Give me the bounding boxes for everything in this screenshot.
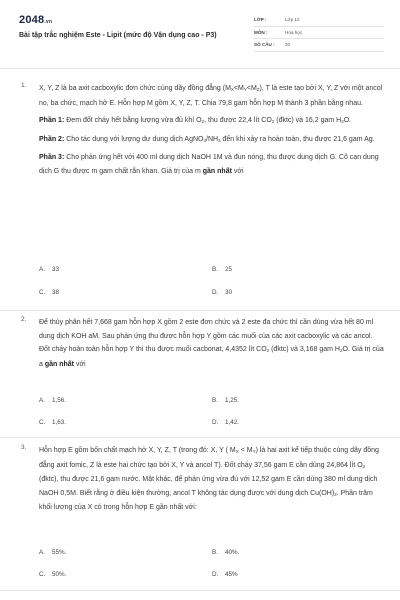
question-part-1: Phần 1: Đem đốt cháy hết bằng lượng vừa đủ khí $O_2$, thu được 22,4 lít $CO_2$ (đktc) và 16,2 gam $H_2O$.	[39, 117, 352, 125]
question-intro: X, Y, Z là ba axit cacboxylic đơn chức cùng dãy đồng đẳng $(M_X<M_Y<M_Z)$, T là este tạo bởi X, Y, Z với một ancol no, ba chức, mạch hở E. Hỗn hợp M gồm X, Y, Z, T. Chia 79,8 gam hỗn hợp M thành 3 phần bằng nhau.	[39, 85, 383, 107]
option-d[interactable]	[212, 289, 232, 296]
part-label: Phần 3:	[39, 154, 65, 162]
question-number: 2.	[21, 316, 27, 323]
meta-key: SỐ CÂU :	[254, 42, 275, 47]
meta-key: LỚP :	[254, 17, 267, 22]
option-b[interactable]	[212, 266, 232, 273]
question-part-3	[39, 151, 385, 178]
option-text: 25	[225, 266, 233, 273]
divider	[0, 68, 400, 69]
emphasis: gần nhất	[44, 360, 75, 368]
meta-key: MÔN :	[254, 29, 268, 35]
divider	[0, 310, 400, 311]
document-title: Bài tập trắc nghiệm Este - Lipit (mức độ Vận dụng cao - P3)	[19, 32, 217, 39]
option-b[interactable]	[212, 549, 239, 556]
option-d[interactable]	[212, 571, 238, 578]
option-text: 1,25.	[225, 397, 240, 404]
option-text: 45%	[225, 571, 238, 578]
part-text: Cho phản ứng hết với 400 ml dung dịch NaOH 1M và đun nóng, thu được dung dịch G. Cô cạn dung dịch G thu được m gam chất rắn khan. Giá trị của m	[39, 154, 379, 175]
option-letter: B.	[212, 549, 218, 556]
meta-row-count	[254, 39, 384, 52]
option-text: 1,63.	[52, 419, 67, 426]
meta-value: Hóa học	[285, 29, 303, 35]
option-d[interactable]	[212, 419, 239, 426]
option-text: 1,56.	[52, 397, 67, 404]
option-letter: D.	[212, 571, 219, 578]
option-c[interactable]	[39, 419, 66, 426]
option-letter: B.	[212, 397, 218, 404]
part-tail: với	[233, 167, 244, 175]
part-label: Phần 2:	[39, 135, 65, 143]
option-letter: A.	[39, 549, 45, 556]
option-text: 30	[225, 289, 233, 296]
site-logo[interactable]	[19, 14, 52, 26]
option-text: 50%.	[52, 571, 67, 578]
question-text: Để thủy phân hết 7,668 gam hỗn hợp X gồm 2 este đơn chức và 2 este đa chức thì cần dùng vừa hết 80 ml dung dịch KOH aM. Sau phản ứng thu được hỗn hợp Y gồm các muối của các axit cacboxylic và các ancol. Đốt cháy hoàn toàn hỗn hợp Y thì thu được muối cacbonat, 4,4352 lít $CO_2$ (đktc) và 3,168 gam $H_2O$. Giá trị của a gần nhất với	[39, 319, 384, 368]
option-text: 40%.	[225, 549, 240, 556]
option-a[interactable]	[39, 549, 66, 556]
option-letter: A.	[39, 266, 45, 273]
question-part-2: Phần 2: Cho tác dụng với lượng dư dung dịch $AgNO_3/NH_3$ đến khi xảy ra hoàn toàn, thu được 21,6 gam Ag.	[39, 135, 375, 143]
divider	[0, 590, 400, 591]
page-header	[19, 14, 384, 60]
option-c[interactable]	[39, 571, 66, 578]
meta-table	[254, 14, 384, 52]
meta-row-subject	[254, 27, 384, 40]
option-text: 33	[52, 266, 60, 273]
option-letter: A.	[39, 397, 45, 404]
emphasis: gần nhất	[202, 167, 232, 175]
option-letter: C.	[39, 289, 46, 296]
meta-value: Lớp 12	[285, 17, 300, 22]
question-tail: với	[75, 360, 86, 368]
logo-main: 2048	[19, 14, 45, 26]
question-number: 3.	[21, 444, 27, 451]
logo-suffix: .vn	[44, 19, 53, 25]
question-number: 1.	[21, 82, 27, 89]
meta-value: 20	[285, 42, 291, 47]
question-body	[39, 444, 385, 519]
option-a[interactable]	[39, 266, 59, 273]
option-letter: C.	[39, 571, 46, 578]
option-text: 38	[52, 289, 60, 296]
option-letter: B.	[212, 266, 218, 273]
divider	[0, 437, 400, 438]
option-text: 1,42.	[225, 419, 240, 426]
option-b[interactable]	[212, 397, 239, 404]
option-letter: C.	[39, 419, 46, 426]
part-label: Phần 1:	[39, 117, 65, 125]
question-body	[39, 82, 385, 183]
option-c[interactable]	[39, 289, 59, 296]
option-letter: D.	[212, 289, 219, 296]
option-letter: D.	[212, 419, 219, 426]
option-text: 55%.	[52, 549, 67, 556]
option-a[interactable]	[39, 397, 66, 404]
question-text: Hỗn hợp E gồm bốn chất mạch hở X, Y, Z, T (trong đó: X, Y ( $M_X < M_Y$) là hai axit kế tiếp thuộc cùng dãy đồng đẳng axit fomic, Z là este hai chức tạo bởi X, Y và ancol T). Đốt cháy 37,56 gam E cần dùng 24,864 lít $O_2$ (đktc), thu được 21,6 gam nước. Mặt khác, để phản ứng vừa đủ với 12,52 gam E cần dùng 380 ml dung dịch NaOH 0,5M. Biết rằng ở điều kiện thường, ancol T không tác dụng được với dung dịch $Cu(OH)_2$. Phần trăm khối lượng của X có trong hỗn hợp E gần nhất với:	[39, 447, 379, 512]
meta-row-class	[254, 14, 384, 27]
question-body	[39, 316, 385, 375]
